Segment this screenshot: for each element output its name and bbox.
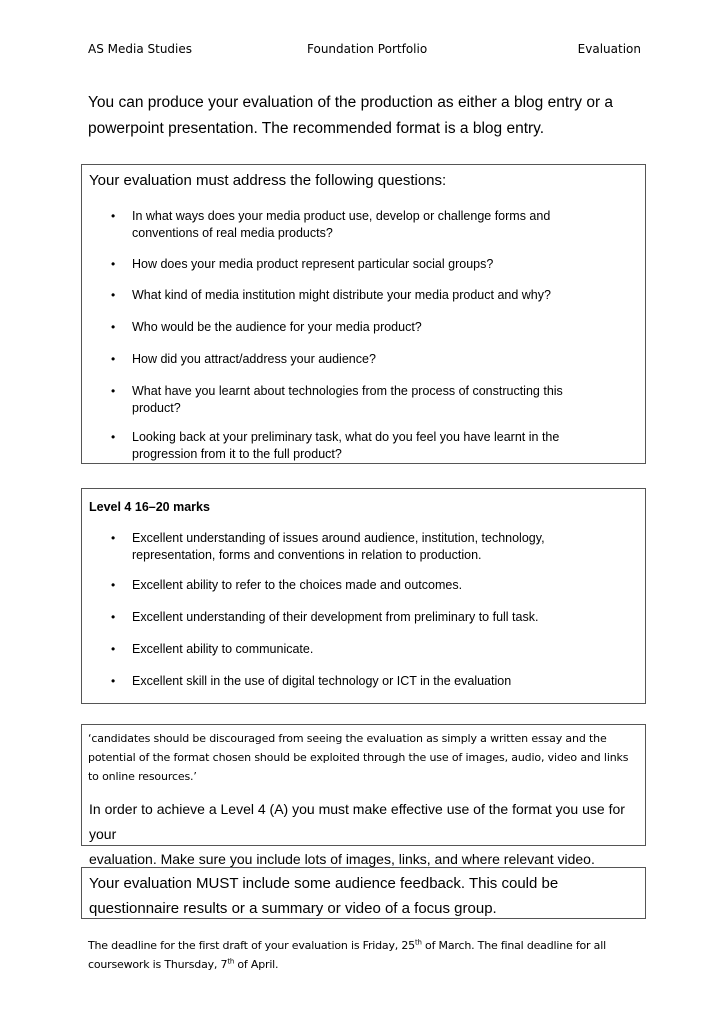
bullet-icon: • bbox=[111, 610, 116, 624]
deadline-text: The deadline for the first draft of your evaluation is Friday, 25th of March. The final deadline for all coursework is Thursday, 7th of April. bbox=[88, 938, 606, 971]
intro-line: You can produce your evaluation of the production as either a blog entry or a bbox=[88, 94, 614, 111]
examiner-quote: ‘candidates should be discouraged from seeing the evaluation as simply a written essay and the potential of the format chosen should be exploited through the use of images, audio, video and links to online resources.’ bbox=[88, 732, 629, 783]
bullet-icon: • bbox=[111, 674, 116, 688]
bullet-icon: • bbox=[111, 209, 116, 223]
intro-paragraph bbox=[88, 90, 648, 142]
header-section: Evaluation bbox=[577, 42, 641, 56]
bullet-icon: • bbox=[111, 288, 116, 302]
feedback-box bbox=[81, 867, 646, 919]
bullet-icon: • bbox=[111, 531, 116, 545]
level4-note: In order to achieve a Level 4 (A) you must make effective use of the format you use for your evaluation. Make sure you include lots of images, links, and where relevant video. bbox=[89, 801, 625, 867]
bullet-icon: • bbox=[111, 384, 116, 398]
bullet-icon: • bbox=[111, 320, 116, 334]
bullet-icon: • bbox=[111, 430, 116, 444]
bullet-icon: • bbox=[111, 578, 116, 592]
list-item: • How did you attract/address your audience? bbox=[111, 352, 376, 366]
list-item: • Excellent understanding of issues around audience, institution, technology, representation, forms and conventions in relation to production. bbox=[111, 531, 545, 562]
header-course: AS Media Studies bbox=[88, 42, 193, 56]
questions-title: Your evaluation must address the following questions: bbox=[89, 172, 447, 189]
list-item: • Who would be the audience for your media product? bbox=[111, 320, 422, 334]
list-item: • How does your media product represent particular social groups? bbox=[111, 257, 494, 271]
list-item: • Excellent ability to communicate. bbox=[111, 642, 314, 656]
list-item: • Looking back at your preliminary task, what do you feel you have learnt in the progression from it to the full product? bbox=[111, 430, 560, 461]
list-item: • What have you learnt about technologies from the process of constructing this product? bbox=[111, 384, 563, 415]
feedback-text: Your evaluation MUST include some audience feedback. This could be questionnaire results or a summary or video of a focus group. bbox=[89, 875, 559, 917]
bullet-icon: • bbox=[111, 257, 116, 271]
header-portfolio: Foundation Portfolio bbox=[307, 42, 428, 56]
list-item: • Excellent ability to refer to the choices made and outcomes. bbox=[111, 578, 463, 592]
list-item: • What kind of media institution might distribute your media product and why? bbox=[111, 288, 551, 302]
level4-title: Level 4 16–20 marks bbox=[89, 500, 210, 514]
list-item: • In what ways does your media product use, develop or challenge forms and conventions of real media products? bbox=[111, 209, 551, 240]
intro-line: powerpoint presentation. The recommended format is a blog entry. bbox=[88, 120, 545, 137]
bullet-icon: • bbox=[111, 642, 116, 656]
page-header bbox=[88, 42, 641, 60]
list-item: • Excellent understanding of their development from preliminary to full task. bbox=[111, 610, 539, 624]
questions-box bbox=[81, 164, 646, 464]
level4-box bbox=[81, 488, 646, 704]
list-item: • Excellent skill in the use of digital technology or ICT in the evaluation bbox=[111, 674, 512, 688]
bullet-icon: • bbox=[111, 352, 116, 366]
format-advice-box bbox=[81, 724, 646, 867]
